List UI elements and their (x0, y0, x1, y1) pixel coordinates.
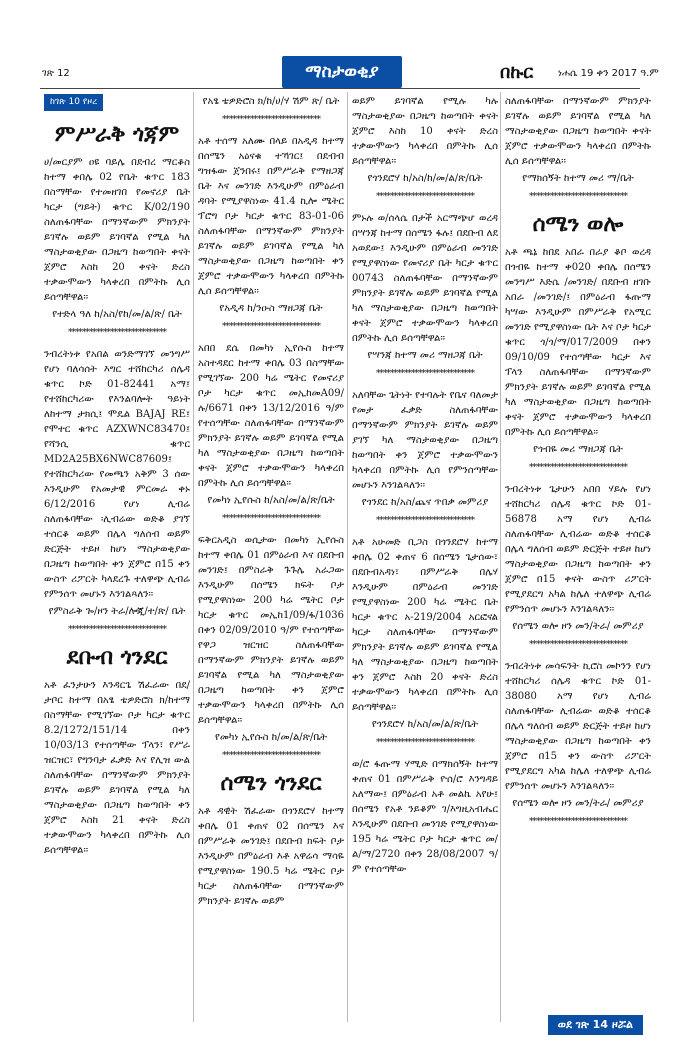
notice-signature: የመካነ ኢየሱስ ከ/መ/ል/ጽ/ቤት (214, 732, 328, 743)
notice-signature: የጎንደሮሃ ከ/አስ/ከ/መ/ል/ጽ/ቤት (367, 173, 483, 184)
notice-text: ንብረትነቱ ጌታሁን አበበ ሃይሉ የሆነ ተሸከርካሪ ሰሌዳ ቁጥር ኮድ 01-56878 አማ የሆነ ሊብሬ ስለጠፋባቸው ሊብሬው ወድቆ ተሰርቆ በሌላ ግለሰብ ወይም ድርጅት ተይዞ ከሆነ ማስታወቂያው በጋዜጣ ከወጣበት ቀን ጀምሮ በ15 ቀናት ውስጥ ሪፖርት የሚያደርግ አካል ከሌለ ተለዋጭ ሊብሬ የምንሰጥ መሆኑን እንገልጻለን፡፡ (505, 484, 651, 615)
notice-text: አለባቸው ጌትነት የተባሉት የቤና ባለመታ የመታ ፈቃድ ስለጠፋባቸው በማንኛውም ምክንያት ይገኛሉ ወይም ያገኘ ካለ ማስታወቂያው በጋዜጣ ከወጣበት ቀን ጀምሮ ተቃውሞውን ካላቀረበ በምትኩ ሊሰ የምንሰጣቸው መሆኑን እንገልጻለን፡፡ (352, 390, 498, 491)
notice-text: ንብረትነቱ መሳፍንት ኪሮስ መኮንን የሆነ ተሸከርካሪ ሰሌዳ ቁጥር ኮድ 01-38080 አማ የሆነ ሊብሬ ስለጠፋባቸው ሊብሬው ወድቆ ተሰርቆ በሌላ ግለሰብ ወይም ድርጅት ተይዞ ከሆነ ማስታወቂያው በጋዜጣ ከወጣበት ቀን ጀምሮ በ15 ቀን ውስጥ ሪፖርት የሚያደርግ አካል ከሌለ ተለዋጭ ሊብሬ የምንሰጥ መሆኑን እንገልጻለን፡፡ (505, 661, 651, 792)
issue-date: ነሐሴ 19 ቀን 2017 ዓ.ም (558, 68, 659, 79)
separator: **************************** (376, 516, 474, 526)
separator: **************************** (222, 115, 320, 125)
page-number: ገጽ 12 (42, 68, 70, 79)
notice-signature: የሣንጃ ከተማ መሪ ማዘጋጃ ቤት (367, 350, 483, 361)
notice-text: ወ/ሮ ፋጡማ ሃሚድ በማክሰኝት ከተማ ቀጠና 01 በምሥራቅ ዮሰ/ሮ እንግዳይ አለማው፤ በምዕራብ አቶ መልኬ አየሁ፤ በሰሜን የአቶ ንይቆም ገ/እግዚአብሔር እንዲሁም በደቡብ መንገድ የሚያዋስነው 195 ካሬ ሜትር ቦታ ካርታ ቁጥር መ/ል/ማ/2720 በቀን 28/08/2007 ዓ/ም የተሰጣቸው (352, 759, 498, 875)
notice-signature: የሰሜን ወሎ ዞን መን/ትራ/ መምሪያ (512, 621, 644, 632)
notice-signature: የጎብዬ መሪ ማዘጋጃ ቤት (533, 444, 623, 455)
separator: **************************** (529, 463, 627, 473)
notice-signature: የአፄ ቴዎድሮስ ክ/ከ/ሀ/ሃ ሽም ጽ/ ቤት (202, 96, 340, 107)
region-heading: ሰሜን ወሎ (532, 211, 624, 237)
column-4 (505, 94, 651, 836)
separator: **************************** (68, 328, 166, 338)
notice-signature: የጎንደሮሃ ከ/አስ/መ/ል/ጽ/ቤት (371, 719, 479, 730)
region-heading: ሰሜን ጎንደር (220, 770, 322, 796)
continued-tag: ከገጽ 10 የዞረ (44, 94, 103, 111)
notice-text: ስለጠፋባቸው በማንኛውም ምክንያት ይገኛሉ ወይም ይገባኛል የሚል ካለ ማስታወቂያው በጋዜጣ ከወጣበት ቀናት ጀምሮ ተቃውሞውን ካላቀረበ በምትኩ ሊሰ ይሰጣቸዋል፡፡ (505, 96, 651, 167)
newspaper-title: በኩር (500, 62, 534, 83)
column-1 (44, 94, 190, 860)
column-divider (347, 92, 348, 1022)
separator: **************************** (68, 625, 166, 635)
region-heading: ምሥራቅ ጎጃም (54, 121, 180, 147)
column-2 (198, 94, 344, 911)
header-rule (40, 88, 640, 89)
notice-text: ፍቅርአዲስ ወሲታው በመካነ ኢየሱስ ከተማ ቀበሌ 01 በምዕራብ እና በደቡብ መንገድ፤ በምስራቅ ጉጉሌ አራጋው እንዲሁም በሰሜን ክፍት ቦታ የሚያዋስነው 200 ካሬ ሜትር ቦታ ካርታ ቁጥር መኢከ1/09/ፋ/1036 በቀን 02/09/2010 ዓ/ም የተሰጣቸው የዋጋ ዝርዝር ስለጠፋባቸው በማንኛውም ምክንያት ይገኛሉ ወይም ይገባኛል የሚል ካለ ማስታወቂያው በጋዜጣ ከወጣበት ቀን ጀምሮ ተቃውሞውን ካላቀረበ በምትኩ ሊሰ ይሰጣቸዋል፡፡ (198, 535, 344, 726)
column-divider (193, 92, 194, 1022)
notice-text: ንብረትነቱ የአበል ወንድማገኘ መንግሥ የሆነ ባለሳሰት እግር ተሸከርካሪ ሰሌዳ ቁጥር ኮድ 01-82441 አማ፤ የተሸከርካሪው የእንልባሎት ዓይነት ለከተማ ታክሲ፤ ሞዴል BAJAJ RE፤ የሞተር ቁጥር AZXWNC83470፤ የሻንሲ ቁጥር MD2A25BX6NWC87609፤ የተሸከርካሪው የመጫን አቅም 3 ሰው እንዲሁም የአመታዊ ምርመራ ቀኑ 6/12/2016 የሆነ ሊብሬ ስለጠፋባቸው ፡ሊብሬው ወድቆ ያገኘ ተሰርቆ ወይም በሌላ ግለሰብ ወይም ድርጅት ተይዞ ከሆነ ማስታወቂያው በጋዜጣ ከወጣበት ቀን ጀምሮ በ15 ቀን ውስጥ ሪፖርት ካላደረጉ ተለዋጭ ሊብሬ የምንሰጥ መሆኑን እንገልጻለን፡፡ (44, 349, 190, 600)
notice-text: ወይም ይገባኛል የሚሉ ካሉ ማስታወቂያው በጋዜጣ ከወጣበት ቀናት ጀምሮ እስከ 10 ቀናት ድረስ ተቃውሞውን ካላቀረበ በምትኩ ሊሰ ይሰጣቸዋል፡፡ (352, 96, 498, 167)
region-heading: ደቡብ ጎንደር (66, 644, 168, 670)
separator: **************************** (529, 192, 627, 202)
notice-text: አቶ ተሰማ አለሙ በላይ በአዲዳ ከተማ በሰሜን አዕናቁ ተኻገር፤ በደብብ ግዝፋው ጀንበሩ፤ በምሥራቅ የማዘጋጃ ቤት እና መንገድ እንዲሁም በምዕራብ ዳባት የሚያዋስነው 41.4 ኪሎ ሜትር ፕሮግ ቦታ ካርታ ቁጥር 83-01-06 ስለጠፋባቸው በማንኛውም ምክንያት ይገኛሉ ወይም ይገባኛል የሚል ካለ ማስታወቂያው በጋዜጣ ከወጣበት ቀን ጀምሮ ተቃውሞውን ካላቀረበ በምትኩ ሊሰ ይሰጣቸዋል፡፡ (198, 136, 344, 297)
separator: **************************** (529, 640, 627, 650)
notice-text: ምኑሉ ወ/ሰላሴ በታች አርማጭሆ ወረዳ በሣንጃ ከተማ በሰሜን ፋሉ፤ በደቡብ ለደ አወደው፤ እንዲሁም በምዕራብ መንገድ የሚያዋስነው የመኖሪያ ቤት ካርታ ቁጥር 00743 ስለጠፋባቸው በማንኛውም ምክንያት ይገኛሉ ወይም ይገባኛል የሚል ካለ ማስታወቂያው በጋዜጣ ከወጣበት ቀናት ጀምሮ ተቃውሞውን ካላቀረበ በምትኩ ሊሰ ይሰጣቸዋል፡፡ (352, 213, 498, 344)
section-banner: ማስታወቂያ (282, 56, 402, 88)
notice-text: አቶ ፈንታሁን እንዳርጌ ሽፈራው በደ/ታቦር ከተማ በአፄ ቴዎድሮስ ክ/ከተማ በስማቸው የሚገኘው ቦታ ካርታ ቁጥር 8.2/1272/151/14 በቀን 10/03/13 የተሰጣቸው ፕላን፣ የሥራ ዝርዝር፣ የግንባታ ፈቃድ እና የሊዝ ውል ስለጠፋባቸው በማንኛውም ምክንያት ይገኛሉ ወይም ይገባኛል የሚል ካለ ማስታወቂያው በጋዜጣ ከወጣበት ቀን ጀምሮ እስከ 21 ቀናት ድረስ ተቃውሞውን ካላቀረበ በምትኩ ሊሰ ይሰጣቸዋል፡፡ (44, 680, 190, 856)
notice-text: አበበ ደሴ በመካነ ኢየሱስ ከተማ አስተዳደር ከተማ ቀበሌ 03 በስማቸው የሚገኘው 200 ካሬ ሜትር የመኖሪያ ቦታ ካርታ ቁጥር መኢከመA09/ሉ/6671 በቀን 13/12/2016 ዓ/ም የተሰጣቸው ስለጠፋባቸው በማንኛውም ምክንያት ይገኛሉ ወይም ይገባኛል የሚል ካለ ማስታወቂያው በጋዜጣ ከወጣበት ቀናት ጀምሮ ተቃውሞውን ካላቀረበ በምትኩ ሊሰ ይሰጣቸዋል፡፡ (198, 343, 344, 489)
separator: **************************** (376, 192, 474, 202)
notice-text: አቶ ዳዊት ሽፈራው በጎንደሮሃ ከተማ ቀበሌ 01 ቀጠና 02 በሰሜን እና በምሥራቅ መንገድ፤ በደቡብ ክፍት ቦታ እንዲሁም በምዕራብ እቶ አዋሬሳ ማሳዬ የሚያዋስነው 190.5 ካሬ ሜትር ቦታ ካርታ ስለጠፋባቸው በማንኛውም ምክንያት ይገኛሉ ወይም (198, 806, 344, 907)
separator: **************************** (376, 369, 474, 379)
separator: **************************** (376, 738, 474, 748)
notice-signature: የተድላ ዓለ ከ/አስ/የከ/መ/ል/ጽ/ ቤት (52, 309, 182, 320)
notice-signature: የአዲዳ ከ/ንዑስ ማዘጋጃ ቤት (219, 303, 323, 314)
notice-signature: የምስራቅ ጐ/ዞን ትራ/ሎጂ/ተ/ጽ/ ቤት (48, 606, 186, 617)
notice-text: አቶ አሁመድ ቢጋስ በጎንደሮሃ ከተማ ቀበሌ 02 ቀጠና 6 በሰሜን ጌታሰው፣ በደቡብአዳነ፣ በምሥራቅ በሌሃ እንዲሁም በምዕራብ መንገድ የሚያዋስነው 200 ካሬ ሜትር ቤት ካርታ ቁጥር አ-219/2004 አርፎናል ካርታ ስለጠፋባቸው በማንኛውም ምክንያት ይገኛሉ ወይም ይገባኛል የሚል ካለ ማስታወቂያው በጋዜጣ ከወጣበት ቀን ጀምሮ እስከ 20 ቀናት ድረስ ተቃውሞውን ካላቀረበ በምትኩ ሊሰ ይሰጣቸዋል፡፡ (352, 537, 498, 713)
notice-text: አቶ ጫኔ ከበደ አበራ በራያ ቆቦ ወረዳ በጎብዬ ከተማ ቀ020 ቀበሌ በሰሜን መንግሥ እድሴ /መንገድ/ በደቡብ ዘገቡ አበራ /መንገድ/፤ በምዕራብ ፋጡማ ካሣው እንዲሁም በምሥራቅ የአሚር መንገድ የሚያዋስነው ቤት እና ቦታ ካርታ ቁጥር ጎ/ጎ/ማ/017/2009 በቀን 09/10/09 የተሰጣቸው ካርታ እና ፕላን ስለጠፋባቸው በማንኛውም ምክንያት ይገኛሉ ወይም ይገባኛል የሚል ካለ ማስታወቂያው በጋዜጣ ከወጣበት ቀናት ጀምሮ ተቃውሞውን ካላቀረበ በምትኩ ሊሰ ይሰጣቸዋል፡፡ (505, 247, 651, 438)
notice-text: ሀ/መርያም ዐዩ ባይሌ በደብረ ማርቆስ ከተማ ቀበሌ 02 የቤት ቁጥር 183 በስማቸው የተመዘገበ የመኖሪያ ቤት ካርታ (ግይት) ቁጥር K/02/190 ስለጠፋባቸው በማንኛውም ምክንያት ይገኛሉ ወይም ይገባኛል የሚል ካለ ማስታወቂያው በጋዜጣ ከወጣበት ቀናት ጀምሮ እስከ 20 ቀናት ድረስ ተቃውሞውን ካላቀረበ በምትኩ ሊሰ ይሰጣቸዋል፡፡ (44, 157, 190, 303)
separator: **************************** (222, 322, 320, 332)
notice-signature: የማክሰኝት ከተማ መሪ ማ/ቤት (522, 173, 634, 184)
separator: **************************** (222, 514, 320, 524)
continued-footer: ወደ ገጽ 14 ዞሯል (548, 1015, 643, 1035)
separator: **************************** (222, 751, 320, 761)
column-divider (500, 92, 501, 1022)
separator: **************************** (529, 817, 627, 827)
column-3 (352, 94, 498, 879)
notice-signature: የጎንደር ከ/አስ/ጨና ጥበቃ መምሪያ (361, 497, 489, 508)
notice-signature: የሰሜን ወሎ ዞን መን/ትራ/ መምሪያ (512, 798, 644, 809)
notice-signature: የመካነ ኢየሱስ ከ/አስ/መ/ል/ጽ/ቤት (207, 495, 335, 506)
